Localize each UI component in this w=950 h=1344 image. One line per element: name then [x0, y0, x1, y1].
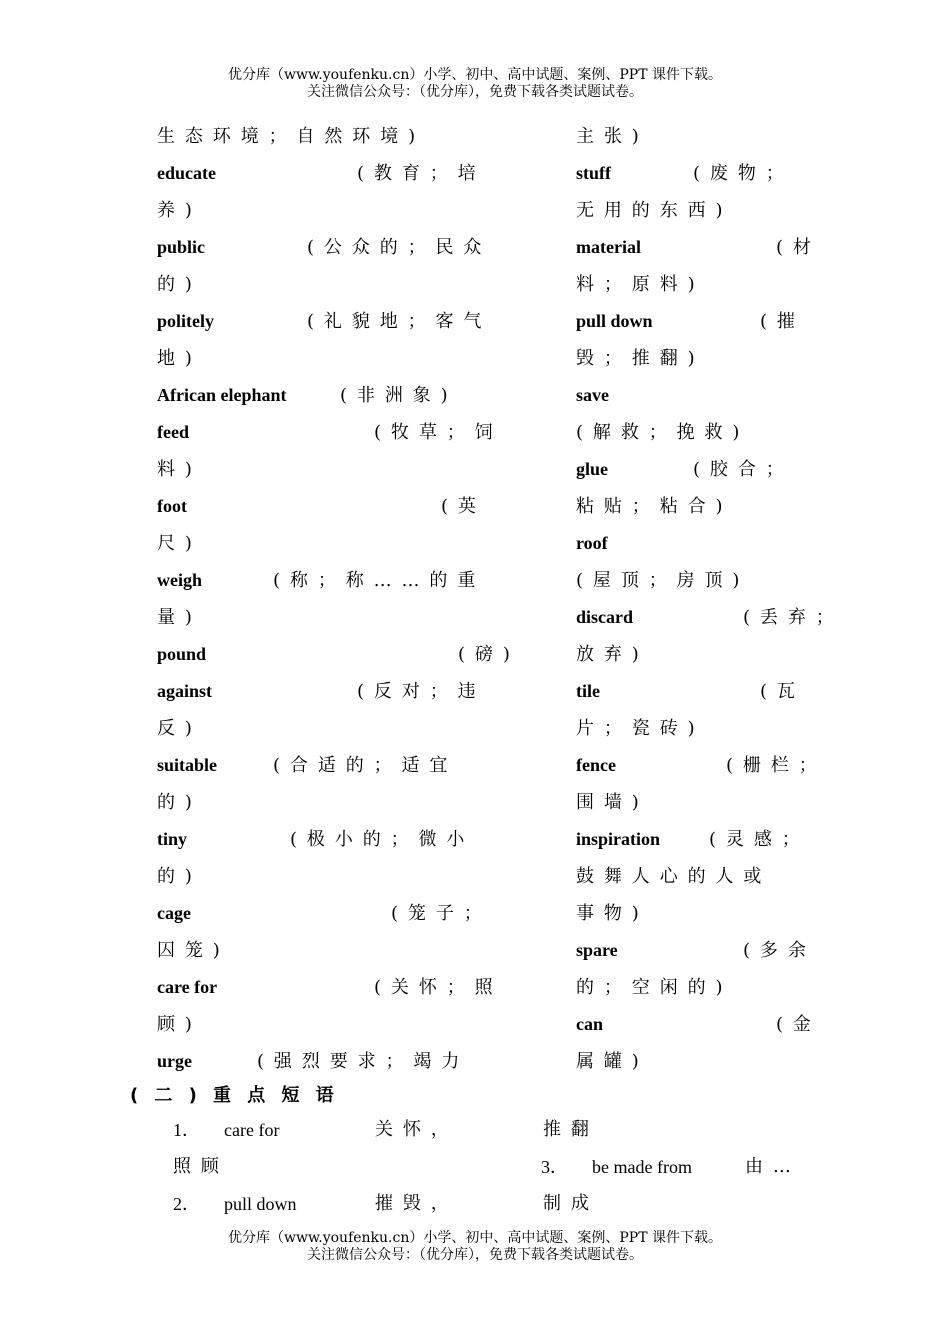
- vocab-meaning: (摧: [760, 311, 805, 332]
- vocab-meaning: 尺): [157, 533, 202, 554]
- vocab-word: fence: [576, 755, 616, 775]
- vocab-meaning: 反): [157, 718, 202, 739]
- vocab-meaning: (金: [776, 1014, 821, 1035]
- vocab-meaning: (笼子；: [391, 903, 492, 924]
- vocab-meaning: 养): [157, 200, 202, 221]
- vocab-word: urge: [157, 1051, 192, 1071]
- vocab-line: [576, 599, 844, 636]
- vocab-meaning: 囚笼): [157, 940, 230, 961]
- vocab-meaning: (屋顶；房顶): [576, 570, 750, 591]
- vocab-line: [576, 525, 838, 562]
- vocab-meaning: (瓦: [760, 681, 805, 702]
- vocab-meaning: 放弃): [576, 644, 649, 665]
- vocab-meaning: (解救；挽救): [576, 422, 750, 443]
- vocab-line: [576, 414, 838, 451]
- header-line-2: 关注微信公众号：（优分库），免费下载各类试题试卷。: [307, 84, 643, 100]
- vocab-word: spare: [576, 940, 618, 960]
- vocab-meaning: (磅): [458, 644, 520, 665]
- vocab-meaning: 生态环境；自然环境): [157, 126, 426, 147]
- phrase-meaning: 摧毁，: [375, 1193, 459, 1214]
- vocab-word: can: [576, 1014, 603, 1034]
- vocab-meaning: 的): [157, 274, 202, 295]
- vocab-meaning: 量): [157, 607, 202, 628]
- vocab-line: [576, 266, 838, 303]
- vocab-line: [157, 1043, 517, 1080]
- vocab-word: weigh: [157, 570, 202, 590]
- vocab-line: [576, 562, 838, 599]
- vocab-line: [157, 192, 517, 229]
- vocab-meaning: (牧草；饲: [374, 422, 503, 443]
- vocab-line: [157, 155, 517, 192]
- vocab-word: care for: [157, 977, 218, 997]
- vocab-word: educate: [157, 163, 216, 183]
- vocab-meaning: (教育；培: [357, 163, 486, 184]
- vocab-line: [157, 229, 517, 266]
- vocab-line: [576, 747, 838, 784]
- phrase-number: 2．: [173, 1194, 200, 1214]
- phrase-english: be made from: [592, 1157, 692, 1177]
- vocab-line: [157, 488, 517, 525]
- phrase-meaning: 由…: [745, 1156, 801, 1177]
- vocab-meaning: (材: [776, 237, 821, 258]
- vocab-meaning: 片；瓷砖): [576, 718, 705, 739]
- vocab-meaning: (反对；违: [357, 681, 486, 702]
- vocab-line: [576, 155, 838, 192]
- vocab-line: [576, 895, 838, 932]
- vocab-meaning: (多余: [743, 940, 816, 961]
- vocab-meaning: 地): [157, 348, 202, 369]
- vocab-meaning: 鼓舞人心的人或: [576, 866, 772, 887]
- phrase-english: care for: [224, 1120, 280, 1140]
- vocab-word: politely: [157, 311, 214, 331]
- vocab-line: [576, 673, 838, 710]
- vocab-line: [576, 451, 838, 488]
- page-header: [0, 67, 950, 101]
- vocab-meaning: 事物): [576, 903, 649, 924]
- vocab-line: [576, 1006, 838, 1043]
- vocab-line: [157, 414, 517, 451]
- vocab-meaning: 料): [157, 459, 202, 480]
- vocab-line: [576, 821, 838, 858]
- vocab-meaning: 的): [157, 866, 202, 887]
- phrase-english: pull down: [224, 1194, 297, 1214]
- footer-line-1: 优分库（www.youfenku.cn）小学、初中、高中试题、案例、PPT 课件下载。: [227, 1230, 722, 1246]
- vocab-word: tile: [576, 681, 600, 701]
- vocab-line: [157, 932, 517, 969]
- vocab-meaning: 围墙): [576, 792, 649, 813]
- vocab-meaning: 毁；推翻): [576, 348, 705, 369]
- phrase-meaning: 关怀，: [375, 1119, 459, 1140]
- vocab-line: [576, 303, 838, 340]
- vocab-line: [157, 599, 517, 636]
- vocab-word: stuff: [576, 163, 611, 183]
- vocab-line: [157, 340, 517, 377]
- vocab-meaning: 顾): [157, 1014, 202, 1035]
- vocab-meaning: 主张): [576, 126, 649, 147]
- vocab-meaning: 料；原料): [576, 274, 705, 295]
- vocab-line: [157, 1006, 517, 1043]
- vocab-line: [576, 969, 838, 1006]
- vocab-word: save: [576, 385, 609, 405]
- vocab-word: tiny: [157, 829, 188, 849]
- right-vocab-column: [576, 118, 844, 1080]
- vocab-word: inspiration: [576, 829, 661, 849]
- vocab-line: [157, 858, 517, 895]
- left-vocab-column: [157, 118, 520, 1080]
- vocab-line: [157, 673, 517, 710]
- vocab-line: [576, 229, 838, 266]
- footer-line-2: 关注微信公众号：（优分库），免费下载各类试题试卷。: [307, 1247, 643, 1263]
- vocab-line: [576, 636, 838, 673]
- vocab-line: [576, 784, 838, 821]
- vocab-meaning: (极小的；微小: [290, 829, 475, 850]
- section-title: (二)重点短语: [130, 1085, 350, 1106]
- vocab-meaning: (栅栏；: [726, 755, 827, 776]
- vocab-meaning: (丢弃；: [743, 607, 844, 628]
- vocab-line: [576, 932, 838, 969]
- vocab-line: [157, 895, 517, 932]
- vocab-meaning: 的): [157, 792, 202, 813]
- vocab-line: [157, 451, 517, 488]
- vocab-word: pull down: [576, 311, 653, 331]
- vocab-word: roof: [576, 533, 608, 553]
- vocab-meaning: (英: [441, 496, 486, 517]
- phrase-meaning-continued: 照顾: [173, 1156, 229, 1177]
- vocab-meaning: (合适的；适宜: [273, 755, 458, 776]
- phrase-number: 1．: [173, 1120, 200, 1140]
- vocab-meaning: (礼貌地；客气: [307, 311, 492, 332]
- vocab-word: public: [157, 237, 206, 257]
- vocab-meaning: (灵感；: [709, 829, 810, 850]
- vocab-word: glue: [576, 459, 609, 479]
- vocab-meaning: (废物；: [693, 163, 794, 184]
- vocab-meaning: (关怀；照: [374, 977, 503, 998]
- vocab-line: [157, 784, 517, 821]
- phrase-meaning-continued: 制成: [543, 1193, 599, 1214]
- vocab-meaning: (非洲象): [340, 385, 458, 406]
- vocab-meaning: (强烈要求；竭力: [257, 1051, 470, 1072]
- page-footer: [0, 1230, 950, 1264]
- vocab-line: [157, 562, 517, 599]
- vocab-word: suitable: [157, 755, 218, 775]
- vocab-meaning: (称；称……的重: [273, 570, 486, 591]
- vocab-word: feed: [157, 422, 189, 442]
- vocab-line: [576, 192, 838, 229]
- vocab-line: [576, 488, 838, 525]
- vocab-line: [157, 303, 517, 340]
- phrase-number: 3．: [541, 1157, 568, 1177]
- vocab-word: material: [576, 237, 641, 257]
- vocab-line: [576, 340, 838, 377]
- vocab-meaning: 属罐): [576, 1051, 649, 1072]
- vocab-line: [157, 377, 517, 414]
- phrase-meaning-continued: 推翻: [543, 1119, 599, 1140]
- vocab-word: discard: [576, 607, 634, 627]
- header-line-1: 优分库（www.youfenku.cn）小学、初中、高中试题、案例、PPT 课件下载。: [227, 67, 722, 83]
- vocab-line: [157, 821, 517, 858]
- vocab-line: [576, 710, 838, 747]
- vocab-word: against: [157, 681, 213, 701]
- vocab-meaning: 的；空闲的): [576, 977, 733, 998]
- vocab-meaning: (胶合；: [693, 459, 794, 480]
- vocab-meaning: 粘贴；粘合): [576, 496, 733, 517]
- vocab-meaning: 无用的东西): [576, 200, 733, 221]
- vocab-line: [157, 747, 517, 784]
- vocab-line: [576, 1043, 838, 1080]
- vocab-line: [157, 636, 520, 673]
- vocab-word: foot: [157, 496, 187, 516]
- vocab-line: [157, 525, 517, 562]
- vocab-line: [157, 266, 517, 303]
- vocab-word: pound: [157, 644, 207, 664]
- vocab-line: [576, 377, 838, 414]
- vocab-line: [157, 710, 517, 747]
- vocab-meaning: (公众的；民众: [307, 237, 492, 258]
- vocab-line: [576, 118, 838, 155]
- vocab-line: [576, 858, 838, 895]
- vocab-word: African elephant: [157, 385, 287, 405]
- vocab-line: [157, 969, 517, 1006]
- vocab-line: [157, 118, 517, 155]
- vocab-word: cage: [157, 903, 191, 923]
